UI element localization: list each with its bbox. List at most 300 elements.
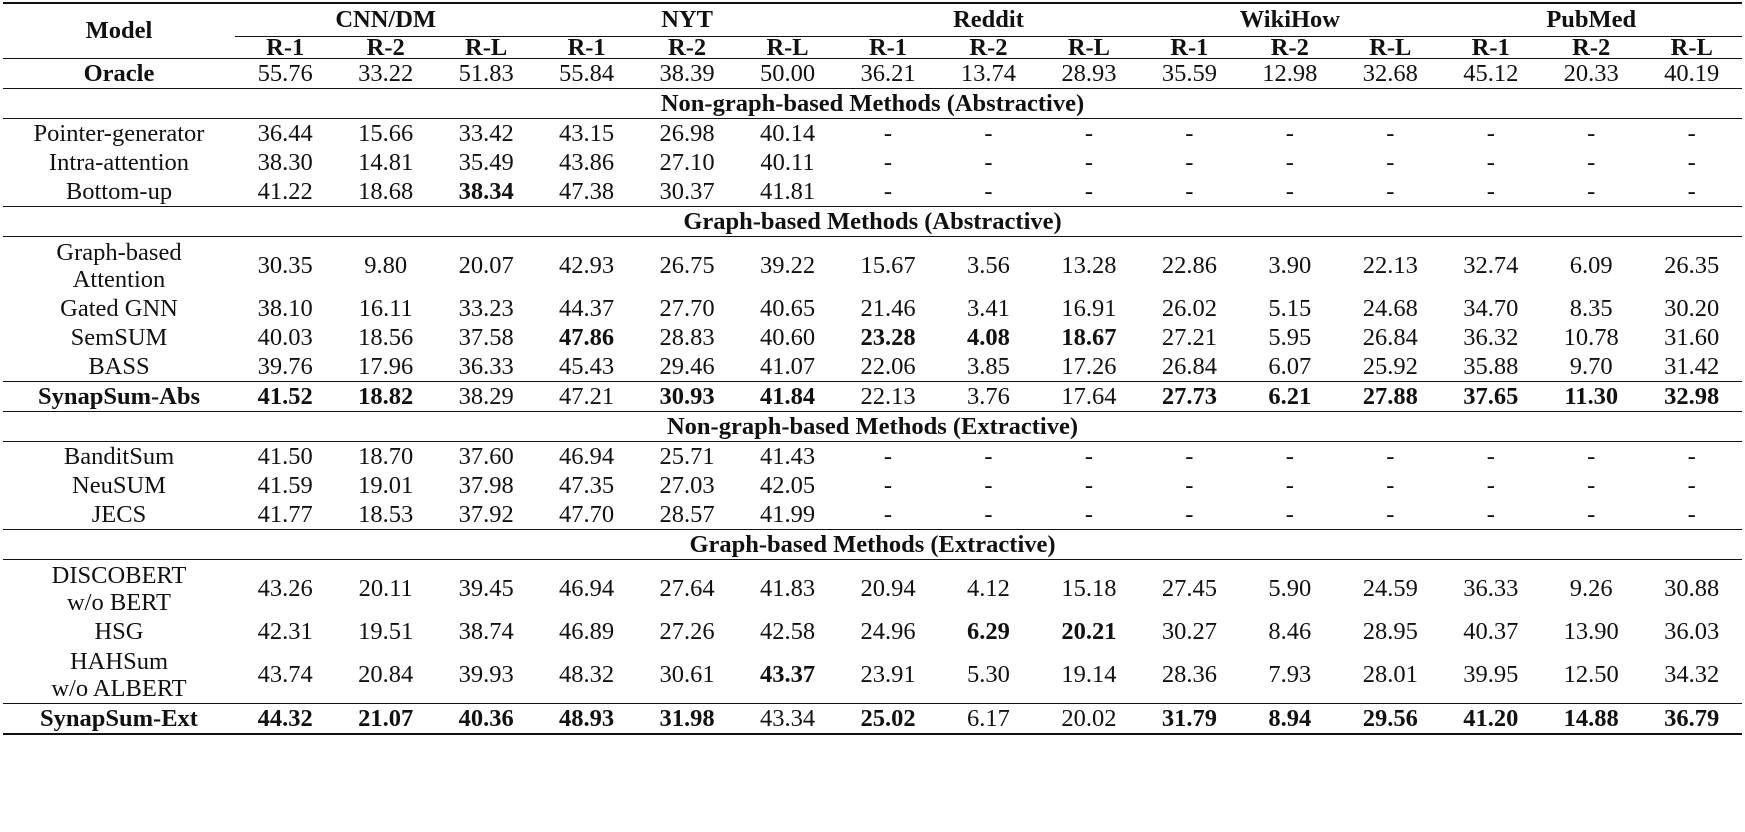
score-cell: 46.94 bbox=[559, 575, 615, 602]
score-cell: 41.99 bbox=[759, 501, 816, 528]
score-cell: 51.83 bbox=[436, 59, 536, 89]
score-cell: 27.21 bbox=[1161, 324, 1217, 351]
score-cell: 36.33 bbox=[1463, 575, 1519, 602]
score-cell: 26.35 bbox=[1664, 252, 1720, 279]
model-name-cell bbox=[3, 560, 235, 618]
score-cell: - bbox=[984, 443, 993, 470]
score-cell: 9.80 bbox=[364, 252, 408, 279]
score-cell: 15.18 bbox=[1061, 575, 1117, 602]
score-cell: 25.92 bbox=[1362, 353, 1418, 380]
score-cell: - bbox=[1386, 120, 1395, 147]
score-cell: - bbox=[1687, 501, 1696, 528]
score-cell: 21.46 bbox=[860, 295, 916, 322]
score-cell: 28.95 bbox=[1362, 618, 1418, 645]
score-cell: 34.32 bbox=[1664, 661, 1720, 688]
score-cell: 3.90 bbox=[1268, 252, 1312, 279]
score-cell: - bbox=[1386, 443, 1395, 470]
score-cell: 40.19 bbox=[1641, 59, 1742, 89]
score-cell: - bbox=[1587, 501, 1596, 528]
score-cell: 19.51 bbox=[358, 618, 414, 645]
score-cell: - bbox=[1486, 149, 1495, 176]
score-cell: 43.15 bbox=[559, 120, 615, 147]
score-cell: 9.70 bbox=[1569, 353, 1613, 380]
score-cell: 28.93 bbox=[1039, 59, 1139, 89]
score-cell: 11.30 bbox=[1541, 382, 1641, 412]
score-cell: 22.86 bbox=[1161, 252, 1217, 279]
section-header-row bbox=[3, 530, 1742, 560]
score-cell: - bbox=[1486, 120, 1495, 147]
score-cell: 31.42 bbox=[1664, 353, 1720, 380]
score-cell: 40.65 bbox=[759, 295, 816, 322]
score-cell: - bbox=[1587, 443, 1596, 470]
score-cell: 32.68 bbox=[1340, 59, 1440, 89]
model-column-header: Model bbox=[3, 3, 235, 59]
model-name-line: DISCOBERT bbox=[51, 561, 187, 589]
score-cell: 18.67 bbox=[1061, 324, 1117, 351]
score-cell: 6.21 bbox=[1240, 382, 1340, 412]
score-cell: 26.84 bbox=[1161, 353, 1217, 380]
score-cell: - bbox=[1486, 472, 1495, 499]
score-cell: 4.12 bbox=[967, 575, 1010, 602]
dataset-header-cnndm: CNN/DM bbox=[235, 3, 536, 37]
score-cell: - bbox=[1084, 472, 1093, 499]
score-cell: 25.71 bbox=[659, 443, 715, 470]
score-cell: 12.50 bbox=[1563, 661, 1619, 688]
table-row bbox=[3, 617, 1742, 646]
score-cell: 32.98 bbox=[1641, 382, 1742, 412]
score-cell: 48.32 bbox=[559, 661, 615, 688]
score-cell: 39.76 bbox=[257, 353, 313, 380]
score-cell: 33.42 bbox=[458, 120, 514, 147]
score-cell: 36.79 bbox=[1641, 704, 1742, 735]
score-cell: - bbox=[1084, 120, 1093, 147]
table-row bbox=[3, 237, 1742, 295]
score-cell: 5.95 bbox=[1268, 324, 1312, 351]
score-cell: 5.15 bbox=[1268, 295, 1312, 322]
score-cell: 42.05 bbox=[759, 472, 816, 499]
score-cell: - bbox=[1486, 501, 1495, 528]
score-cell: - bbox=[1386, 178, 1395, 205]
score-cell: 38.39 bbox=[637, 59, 737, 89]
score-cell: - bbox=[883, 149, 893, 176]
score-cell: 30.20 bbox=[1664, 295, 1720, 322]
score-cell: 5.90 bbox=[1268, 575, 1312, 602]
metric-header: R-L bbox=[1369, 36, 1412, 59]
score-cell: - bbox=[883, 472, 893, 499]
metric-header: R-L bbox=[1670, 36, 1713, 59]
score-cell: 38.29 bbox=[436, 382, 536, 412]
score-cell: 34.70 bbox=[1463, 295, 1519, 322]
score-cell: 12.98 bbox=[1240, 59, 1340, 89]
score-cell: 41.84 bbox=[737, 382, 837, 412]
table-row bbox=[3, 323, 1742, 352]
score-cell: 27.70 bbox=[659, 295, 715, 322]
metric-header: R-L bbox=[766, 36, 809, 59]
score-cell: - bbox=[1285, 501, 1294, 528]
score-cell: 41.77 bbox=[257, 501, 313, 528]
score-cell: 18.68 bbox=[358, 178, 414, 205]
score-cell: 33.22 bbox=[335, 59, 435, 89]
score-cell: 28.57 bbox=[659, 501, 715, 528]
model-name-line: w/o BERT bbox=[66, 588, 172, 616]
model-name-cell: Pointer-generator bbox=[33, 120, 205, 147]
score-cell: - bbox=[1486, 178, 1495, 205]
score-cell: 47.35 bbox=[559, 472, 615, 499]
score-cell: 27.73 bbox=[1139, 382, 1239, 412]
score-cell: 30.27 bbox=[1161, 618, 1217, 645]
table-row bbox=[3, 352, 1742, 382]
model-name-cell: Oracle bbox=[3, 59, 235, 89]
score-cell: - bbox=[1386, 472, 1395, 499]
score-cell: - bbox=[1587, 472, 1596, 499]
score-cell: 28.01 bbox=[1362, 661, 1418, 688]
score-cell: - bbox=[1687, 178, 1696, 205]
score-cell: 24.68 bbox=[1362, 295, 1418, 322]
score-cell: 40.11 bbox=[760, 149, 815, 176]
score-cell: 6.17 bbox=[938, 704, 1038, 735]
score-cell: 14.81 bbox=[358, 149, 414, 176]
score-cell: 15.66 bbox=[358, 120, 414, 147]
score-cell: 27.26 bbox=[659, 618, 715, 645]
score-cell: 18.53 bbox=[358, 501, 414, 528]
score-cell: 40.14 bbox=[759, 120, 816, 147]
score-cell: 26.75 bbox=[659, 252, 715, 279]
score-cell: - bbox=[1185, 501, 1194, 528]
score-cell: 55.84 bbox=[536, 59, 636, 89]
section-label: Non-graph-based Methods (Abstractive) bbox=[3, 89, 1742, 119]
table-header bbox=[3, 3, 1742, 59]
score-cell: 27.88 bbox=[1340, 382, 1440, 412]
score-cell: 41.20 bbox=[1441, 704, 1541, 735]
score-cell: 39.22 bbox=[759, 252, 816, 279]
score-cell: 40.03 bbox=[257, 324, 313, 351]
score-cell: - bbox=[1587, 120, 1596, 147]
score-cell: 46.94 bbox=[559, 443, 615, 470]
score-cell: 38.34 bbox=[458, 178, 514, 205]
score-cell: - bbox=[1386, 149, 1395, 176]
score-cell: - bbox=[883, 178, 893, 205]
score-cell: 27.45 bbox=[1161, 575, 1217, 602]
score-cell: - bbox=[1587, 149, 1596, 176]
score-cell: 27.10 bbox=[659, 149, 715, 176]
score-cell: 13.74 bbox=[938, 59, 1038, 89]
score-cell: - bbox=[1285, 149, 1294, 176]
model-name-cell: NeuSUM bbox=[72, 472, 166, 499]
table-row bbox=[3, 471, 1742, 500]
table-body bbox=[3, 59, 1742, 735]
section-label: Non-graph-based Methods (Extractive) bbox=[3, 412, 1742, 442]
score-cell: 21.07 bbox=[335, 704, 435, 735]
score-cell: - bbox=[883, 501, 893, 528]
score-cell: - bbox=[1185, 178, 1194, 205]
table-row bbox=[3, 119, 1742, 149]
score-cell: 43.86 bbox=[559, 149, 615, 176]
score-cell: - bbox=[1285, 472, 1294, 499]
section-label: Graph-based Methods (Abstractive) bbox=[3, 207, 1742, 237]
score-cell: - bbox=[1285, 178, 1294, 205]
score-cell: 18.56 bbox=[358, 324, 414, 351]
score-cell: 37.92 bbox=[458, 501, 514, 528]
score-cell: 32.74 bbox=[1463, 252, 1519, 279]
metric-header: R-L bbox=[1067, 36, 1111, 59]
score-cell: 29.46 bbox=[659, 353, 715, 380]
score-cell: - bbox=[1084, 149, 1093, 176]
score-cell: 40.60 bbox=[759, 324, 816, 351]
score-cell: 14.88 bbox=[1541, 704, 1641, 735]
score-cell: 43.26 bbox=[257, 575, 313, 602]
score-cell: 35.49 bbox=[458, 149, 514, 176]
score-cell: - bbox=[1687, 443, 1696, 470]
score-cell: 41.43 bbox=[759, 443, 816, 470]
model-name-cell bbox=[3, 646, 235, 704]
score-cell: 37.58 bbox=[458, 324, 514, 351]
score-cell: 8.94 bbox=[1240, 704, 1340, 735]
score-cell: 36.32 bbox=[1463, 324, 1519, 351]
section-header-row bbox=[3, 89, 1742, 119]
table-row bbox=[3, 442, 1742, 472]
score-cell: 25.02 bbox=[838, 704, 938, 735]
model-name-cell: Intra-attention bbox=[48, 149, 190, 176]
score-cell: - bbox=[883, 120, 893, 147]
score-cell: 41.07 bbox=[759, 353, 816, 380]
score-cell: 9.26 bbox=[1569, 575, 1613, 602]
dataset-header-nyt: NYT bbox=[536, 3, 837, 37]
score-cell: 20.02 bbox=[1039, 704, 1139, 735]
score-cell: - bbox=[1084, 443, 1093, 470]
score-cell: 28.83 bbox=[659, 324, 715, 351]
score-cell: 24.59 bbox=[1362, 575, 1418, 602]
score-cell: 33.23 bbox=[458, 295, 514, 322]
score-cell: 46.89 bbox=[559, 618, 615, 645]
model-name-line: w/o ALBERT bbox=[51, 674, 187, 702]
score-cell: 26.98 bbox=[659, 120, 715, 147]
score-cell: 13.28 bbox=[1061, 252, 1117, 279]
score-cell: 47.70 bbox=[559, 501, 615, 528]
score-cell: 41.59 bbox=[257, 472, 313, 499]
model-name-line: HAHSum bbox=[69, 647, 168, 675]
model-name-cell: BanditSum bbox=[63, 443, 175, 470]
table-row bbox=[3, 382, 1742, 412]
score-cell: 4.08 bbox=[967, 324, 1010, 351]
score-cell: 30.37 bbox=[659, 178, 715, 205]
score-cell: 43.34 bbox=[737, 704, 837, 735]
model-name-line: Attention bbox=[72, 265, 166, 293]
score-cell: 24.96 bbox=[860, 618, 916, 645]
model-name-line: Graph-based bbox=[56, 238, 182, 266]
model-name-cell: JECS bbox=[91, 501, 147, 528]
score-cell: 36.21 bbox=[838, 59, 938, 89]
score-cell: 23.91 bbox=[860, 661, 916, 688]
score-cell: - bbox=[1285, 120, 1294, 147]
score-cell: - bbox=[1185, 120, 1194, 147]
score-cell: 41.52 bbox=[235, 382, 335, 412]
score-cell: 19.14 bbox=[1061, 661, 1117, 688]
score-cell: 40.36 bbox=[436, 704, 536, 735]
score-cell: 22.13 bbox=[1362, 252, 1418, 279]
score-cell: 41.22 bbox=[257, 178, 313, 205]
score-cell: 48.93 bbox=[536, 704, 636, 735]
score-cell: 3.41 bbox=[967, 295, 1010, 322]
score-cell: 13.90 bbox=[1563, 618, 1619, 645]
metric-header: R-2 bbox=[969, 36, 1008, 59]
table-row bbox=[3, 704, 1742, 735]
score-cell: 8.46 bbox=[1268, 618, 1312, 645]
model-name-cell: SynapSum-Abs bbox=[3, 382, 235, 412]
score-cell: 3.76 bbox=[938, 382, 1038, 412]
score-cell: 55.76 bbox=[235, 59, 335, 89]
dataset-header-pubmed: PubMed bbox=[1441, 3, 1742, 37]
score-cell: 20.11 bbox=[358, 575, 413, 602]
score-cell: 37.60 bbox=[458, 443, 514, 470]
score-cell: 36.03 bbox=[1664, 618, 1720, 645]
score-cell: 42.31 bbox=[257, 618, 313, 645]
score-cell: 31.79 bbox=[1139, 704, 1239, 735]
model-name-cell: BASS bbox=[88, 353, 150, 380]
score-cell: 16.91 bbox=[1061, 295, 1117, 322]
score-cell: 16.11 bbox=[358, 295, 413, 322]
metric-header: R-1 bbox=[1471, 36, 1510, 59]
score-cell: 22.06 bbox=[860, 353, 916, 380]
score-cell: - bbox=[1185, 443, 1194, 470]
score-cell: 15.67 bbox=[860, 252, 916, 279]
table-row bbox=[3, 500, 1742, 530]
dataset-header-reddit: Reddit bbox=[838, 3, 1139, 37]
dataset-header-wikihow: WikiHow bbox=[1139, 3, 1440, 37]
score-cell: - bbox=[984, 120, 993, 147]
score-cell: 39.95 bbox=[1463, 661, 1519, 688]
score-cell: 27.03 bbox=[659, 472, 715, 499]
score-cell: 38.10 bbox=[257, 295, 313, 322]
table-row bbox=[3, 177, 1742, 207]
score-cell: 38.30 bbox=[257, 149, 313, 176]
score-cell: 28.36 bbox=[1161, 661, 1217, 688]
score-cell: 44.37 bbox=[559, 295, 615, 322]
score-cell: 3.56 bbox=[967, 252, 1010, 279]
score-cell: 30.93 bbox=[637, 382, 737, 412]
score-cell: - bbox=[1185, 472, 1194, 499]
score-cell: - bbox=[1687, 120, 1696, 147]
section-label: Graph-based Methods (Extractive) bbox=[3, 530, 1742, 560]
table-row bbox=[3, 646, 1742, 704]
score-cell: 47.38 bbox=[559, 178, 615, 205]
score-cell: 18.82 bbox=[335, 382, 435, 412]
score-cell: 6.07 bbox=[1268, 353, 1312, 380]
score-cell: 22.13 bbox=[838, 382, 938, 412]
model-name-cell: SynapSum-Ext bbox=[3, 704, 235, 735]
score-cell: 26.84 bbox=[1362, 324, 1418, 351]
score-cell: - bbox=[1084, 501, 1093, 528]
score-cell: 20.07 bbox=[458, 252, 514, 279]
score-cell: 36.33 bbox=[458, 353, 514, 380]
score-cell: 44.32 bbox=[235, 704, 335, 735]
score-cell: 45.43 bbox=[559, 353, 615, 380]
score-cell: 10.78 bbox=[1563, 324, 1619, 351]
table-row bbox=[3, 148, 1742, 177]
score-cell: 42.58 bbox=[759, 618, 816, 645]
score-cell: 37.98 bbox=[458, 472, 514, 499]
score-cell: 7.93 bbox=[1268, 661, 1312, 688]
score-cell: 50.00 bbox=[737, 59, 837, 89]
score-cell: 31.98 bbox=[637, 704, 737, 735]
score-cell: 29.56 bbox=[1340, 704, 1440, 735]
score-cell: 30.35 bbox=[257, 252, 313, 279]
section-header-row bbox=[3, 412, 1742, 442]
score-cell: - bbox=[984, 178, 993, 205]
score-cell: 20.84 bbox=[358, 661, 414, 688]
score-cell: 45.12 bbox=[1441, 59, 1541, 89]
metric-header: R-2 bbox=[366, 36, 405, 59]
model-name-cell: Bottom-up bbox=[65, 178, 173, 205]
score-cell: - bbox=[1185, 149, 1194, 176]
score-cell: - bbox=[883, 443, 893, 470]
table-row bbox=[3, 59, 1742, 89]
score-cell: - bbox=[1486, 443, 1495, 470]
score-cell: 47.21 bbox=[536, 382, 636, 412]
score-cell: 18.70 bbox=[358, 443, 414, 470]
metric-header: R-2 bbox=[1572, 36, 1611, 59]
score-cell: 30.61 bbox=[659, 661, 715, 688]
score-cell: 6.09 bbox=[1569, 252, 1613, 279]
score-cell: 20.94 bbox=[860, 575, 916, 602]
score-cell: 8.35 bbox=[1569, 295, 1613, 322]
score-cell: 43.74 bbox=[257, 661, 313, 688]
score-cell: 35.59 bbox=[1139, 59, 1239, 89]
score-cell: - bbox=[1285, 443, 1294, 470]
score-cell: - bbox=[984, 149, 993, 176]
table-row bbox=[3, 294, 1742, 323]
score-cell: 19.01 bbox=[358, 472, 414, 499]
score-cell: 17.26 bbox=[1061, 353, 1117, 380]
score-cell: 30.88 bbox=[1664, 575, 1720, 602]
score-cell: 41.50 bbox=[257, 443, 313, 470]
score-cell: 39.45 bbox=[458, 575, 514, 602]
score-cell: 37.65 bbox=[1441, 382, 1541, 412]
score-cell: 3.85 bbox=[967, 353, 1010, 380]
score-cell: - bbox=[1687, 472, 1696, 499]
score-cell: 20.21 bbox=[1061, 618, 1117, 645]
score-cell: 20.33 bbox=[1541, 59, 1641, 89]
score-cell: 41.83 bbox=[759, 575, 816, 602]
score-cell: 42.93 bbox=[559, 252, 615, 279]
score-cell: 39.93 bbox=[458, 661, 514, 688]
metric-header: R-1 bbox=[868, 36, 908, 59]
score-cell: 27.64 bbox=[659, 575, 715, 602]
score-cell: 43.37 bbox=[759, 661, 816, 688]
score-cell: - bbox=[984, 501, 993, 528]
score-cell: - bbox=[984, 472, 993, 499]
table-row bbox=[3, 560, 1742, 618]
metric-header: R-1 bbox=[1170, 36, 1209, 59]
score-cell: 23.28 bbox=[860, 324, 916, 351]
score-cell: 17.64 bbox=[1039, 382, 1139, 412]
model-name-cell: HSG bbox=[94, 618, 144, 645]
score-cell: 31.60 bbox=[1664, 324, 1720, 351]
score-cell: 36.44 bbox=[257, 120, 313, 147]
score-cell: 26.02 bbox=[1161, 295, 1217, 322]
score-cell: 17.96 bbox=[358, 353, 414, 380]
model-name-cell bbox=[3, 237, 235, 295]
score-cell: 5.30 bbox=[967, 661, 1010, 688]
model-name-cell: SemSUM bbox=[70, 324, 168, 351]
score-cell: 35.88 bbox=[1463, 353, 1519, 380]
metric-header: R-2 bbox=[1270, 36, 1309, 59]
score-cell: - bbox=[1386, 501, 1395, 528]
section-header-row bbox=[3, 207, 1742, 237]
metric-header: R-L bbox=[465, 36, 508, 59]
score-cell: 47.86 bbox=[559, 324, 615, 351]
score-cell: 41.81 bbox=[759, 178, 816, 205]
metric-header: R-1 bbox=[266, 36, 305, 59]
